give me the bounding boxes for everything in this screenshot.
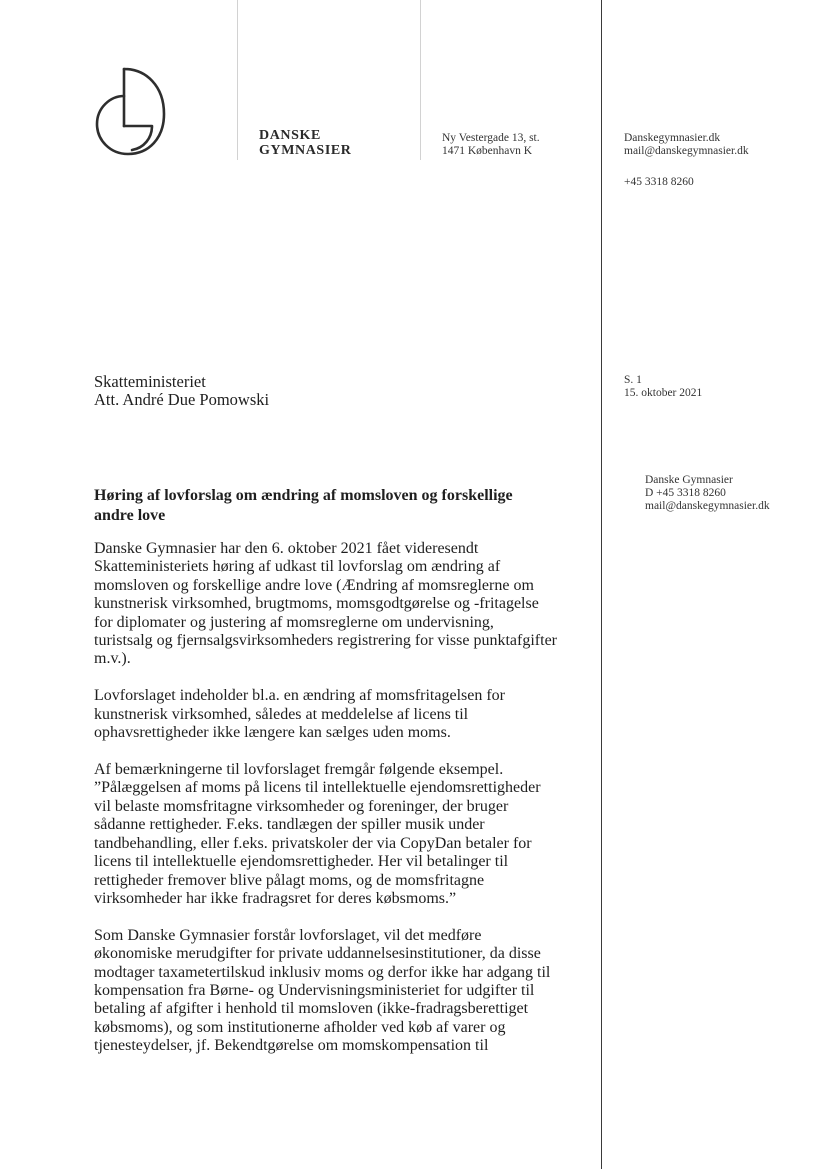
- body-paragraph-3: Af bemærkningerne til lovforslaget fremgår følgende eksempel. ”Pålæggelsen af moms på licens til intellektuelle ejendomsrettigheder vil belaste momsfritagne virksomheder og foreninger, der bruger sådanne rettigheder. F.eks. tandlægen der spiller musik under tandbehandling, eller f.eks. privatskoler der via CopyDan betaler for licens til intellektuelle ejendomsrettigheder. Her vil betalinger til rettigheder fremover blive pålagt moms, og de momsfritagne virksomheder har ikke fradragsret for deres købsmoms.”: [94, 761, 541, 907]
- subject-line-1: Høring af lovforslag om ændring af momsloven og forskellige: [94, 487, 513, 504]
- recipient-block: [94, 373, 269, 409]
- page-number: S. 1: [624, 374, 642, 386]
- brand-line-2: GYMNASIER: [259, 142, 352, 158]
- sender-direct-phone: D +45 3318 8260: [645, 487, 726, 499]
- brand-name: [259, 129, 352, 158]
- sender-name: Danske Gymnasier: [645, 474, 733, 486]
- danske-gymnasier-logo: [94, 66, 170, 158]
- letter-date: 15. oktober 2021: [624, 387, 703, 399]
- address-city: 1471 København K: [442, 145, 533, 157]
- letter-body: [94, 540, 574, 1074]
- margin-rule: [601, 0, 602, 1169]
- letter-subject: [94, 486, 564, 525]
- divider-line-brand: [237, 0, 238, 160]
- body-paragraph-1: Danske Gymnasier har den 6. oktober 2021 fået videresendt Skatteministeriets høring af udkast til lovforslag om ændring af momsloven og forskellige andre love (Ændring af momsreglerne om kunstnerisk virksomhed, brugtmoms, momsgodtgørelse og -fritagelse for diplomater og justering af momsreglerne om undervisning, turistsalg og fjernsalgsvirksomheders registrering for visse punktafgifter m.v.).: [94, 540, 557, 668]
- page-info: [624, 374, 702, 400]
- brand-line-1: DANSKE: [259, 128, 321, 143]
- divider-line-address: [420, 0, 421, 160]
- email-link[interactable]: mail@danskegymnasier.dk: [624, 145, 749, 157]
- sender-block: [645, 474, 770, 513]
- subject-line-2: andre love: [94, 506, 166, 524]
- phone-number: +45 3318 8260: [624, 176, 694, 188]
- contact-online: [624, 132, 749, 158]
- address-street: Ny Vestergade 13, st.: [442, 132, 540, 144]
- postal-address: [442, 132, 540, 158]
- recipient-attention: Att. André Due Pomowski: [94, 390, 270, 409]
- contact-phone: [624, 176, 694, 189]
- body-paragraph-2: Lovforslaget indeholder bl.a. en ændring af momsfritagelsen for kunstnerisk virksomhed, således at meddelelse af licens til ophavsrettigheder ikke længere kan sælges uden moms.: [94, 687, 505, 742]
- recipient-organization: Skatteministeriet: [94, 372, 206, 391]
- body-paragraph-4: Som Danske Gymnasier forstår lovforslaget, vil det medføre økonomiske merudgifter for private uddannelsesinstitutioner, da disse modtager taxametertilskud inklusiv moms og derfor ikke har adgang til kompensation fra Børne- og Undervisningsministeriet for udgifter til betaling af afgifter i henhold til momsloven (ikke-fradragsberettiget købsmoms), og som institutionerne afholder ved køb af varer og tjenesteydelser, jf. Bekendtgørelse om momskompensation til: [94, 926, 551, 1055]
- website-link[interactable]: Danskegymnasier.dk: [624, 132, 721, 144]
- sender-email[interactable]: mail@danskegymnasier.dk: [645, 500, 770, 512]
